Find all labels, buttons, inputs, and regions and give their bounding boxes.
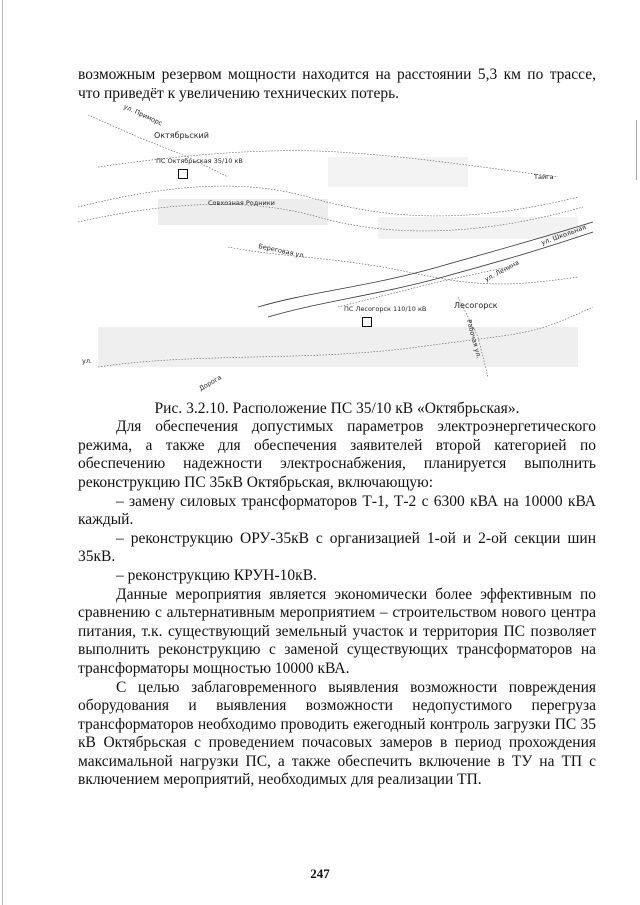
paragraph-efficiency: Данные мероприятия является экономически более эффективным по сравнению с альтернативным мероприятием – строительством нового центра питания, т.к. существующий земельный участок и территория ПС позволяет выполнить реконструкцию с заменой существующих трансформаторов на трансформаторы мощностью 10000 кВА.: [78, 585, 596, 677]
document-page: [78, 66, 596, 790]
label-street-center: Совхозная Родники: [208, 199, 275, 208]
label-town-lesogorsk: Лесогорск: [454, 301, 498, 311]
list-item-krun: – реконструкцию КРУН-10кВ.: [116, 566, 317, 584]
paragraph-intro: возможным резервом мощности находится на расстоянии 5,3 км по трассе, что приведёт к увеличению технических потерь.: [78, 66, 596, 102]
map-texture: [98, 157, 578, 367]
label-street-primary: ул. Приморс: [122, 102, 164, 128]
map-graphic: [78, 107, 596, 397]
location-map: [78, 102, 596, 397]
paragraph-goals: Для обеспечения допустимых параметров электроэнергетического режима, а также для обеспечения заявителей второй категорией по обеспечению надежности электроснабжения, планируется выполнить реконструкцию ПС 35кВ Октябрьская, включающую:: [78, 418, 596, 491]
substation-oktyabrskaya-marker: [178, 169, 188, 179]
label-small-bottom: Дорога: [197, 373, 223, 393]
figure-caption: Рис. 3.2.10. Расположение ПС 35/10 кВ «Октябрьская».: [154, 400, 520, 418]
label-small-west: ул.: [82, 357, 93, 366]
page-number: 247: [310, 866, 330, 881]
label-small-east: Тайга: [534, 173, 554, 182]
label-street-rabochaya: Рабочая ул.: [464, 318, 483, 360]
label-substation-lesogorsk: ПС Лесогорск 110/10 кВ: [344, 305, 427, 314]
page-edge-left: [2, 0, 3, 905]
page-edge-right: [636, 120, 637, 180]
label-street-lenina: ул. Ленина: [483, 258, 521, 284]
substation-lesogorsk-marker: [362, 317, 372, 327]
label-street-beregovaya: Береговая ул.: [257, 242, 307, 261]
label-substation-oktyabrskaya: ПС Октябрьская 35/10 кВ: [156, 157, 243, 166]
label-street-shkolnaya: ул. Школьная: [540, 223, 588, 248]
list-item-transformers: – замену силовых трансформаторов Т-1, Т-2 с 6300 кВА на 10000 кВА каждый.: [78, 492, 596, 529]
list-item-oru: – реконструкцию ОРУ-35кВ с организацией 1-ой и 2-ой секции шин 35кВ.: [78, 529, 596, 566]
label-village-oktyabrsky: Октябрьский: [154, 131, 209, 141]
paragraph-monitoring: С целью заблаговременного выявления возможности повреждения оборудования и выявления возможности недопустимого перегруза трансформаторов необходимо проводить ежегодный контроль загрузки ПС 35 кВ Октябрьская с проведением почасовых замеров в период прохождения максимальной нагрузки ПС, а также обеспечить включение в ТУ на ТП с включением мероприятий, необходимых для реализации ТП.: [78, 678, 596, 789]
